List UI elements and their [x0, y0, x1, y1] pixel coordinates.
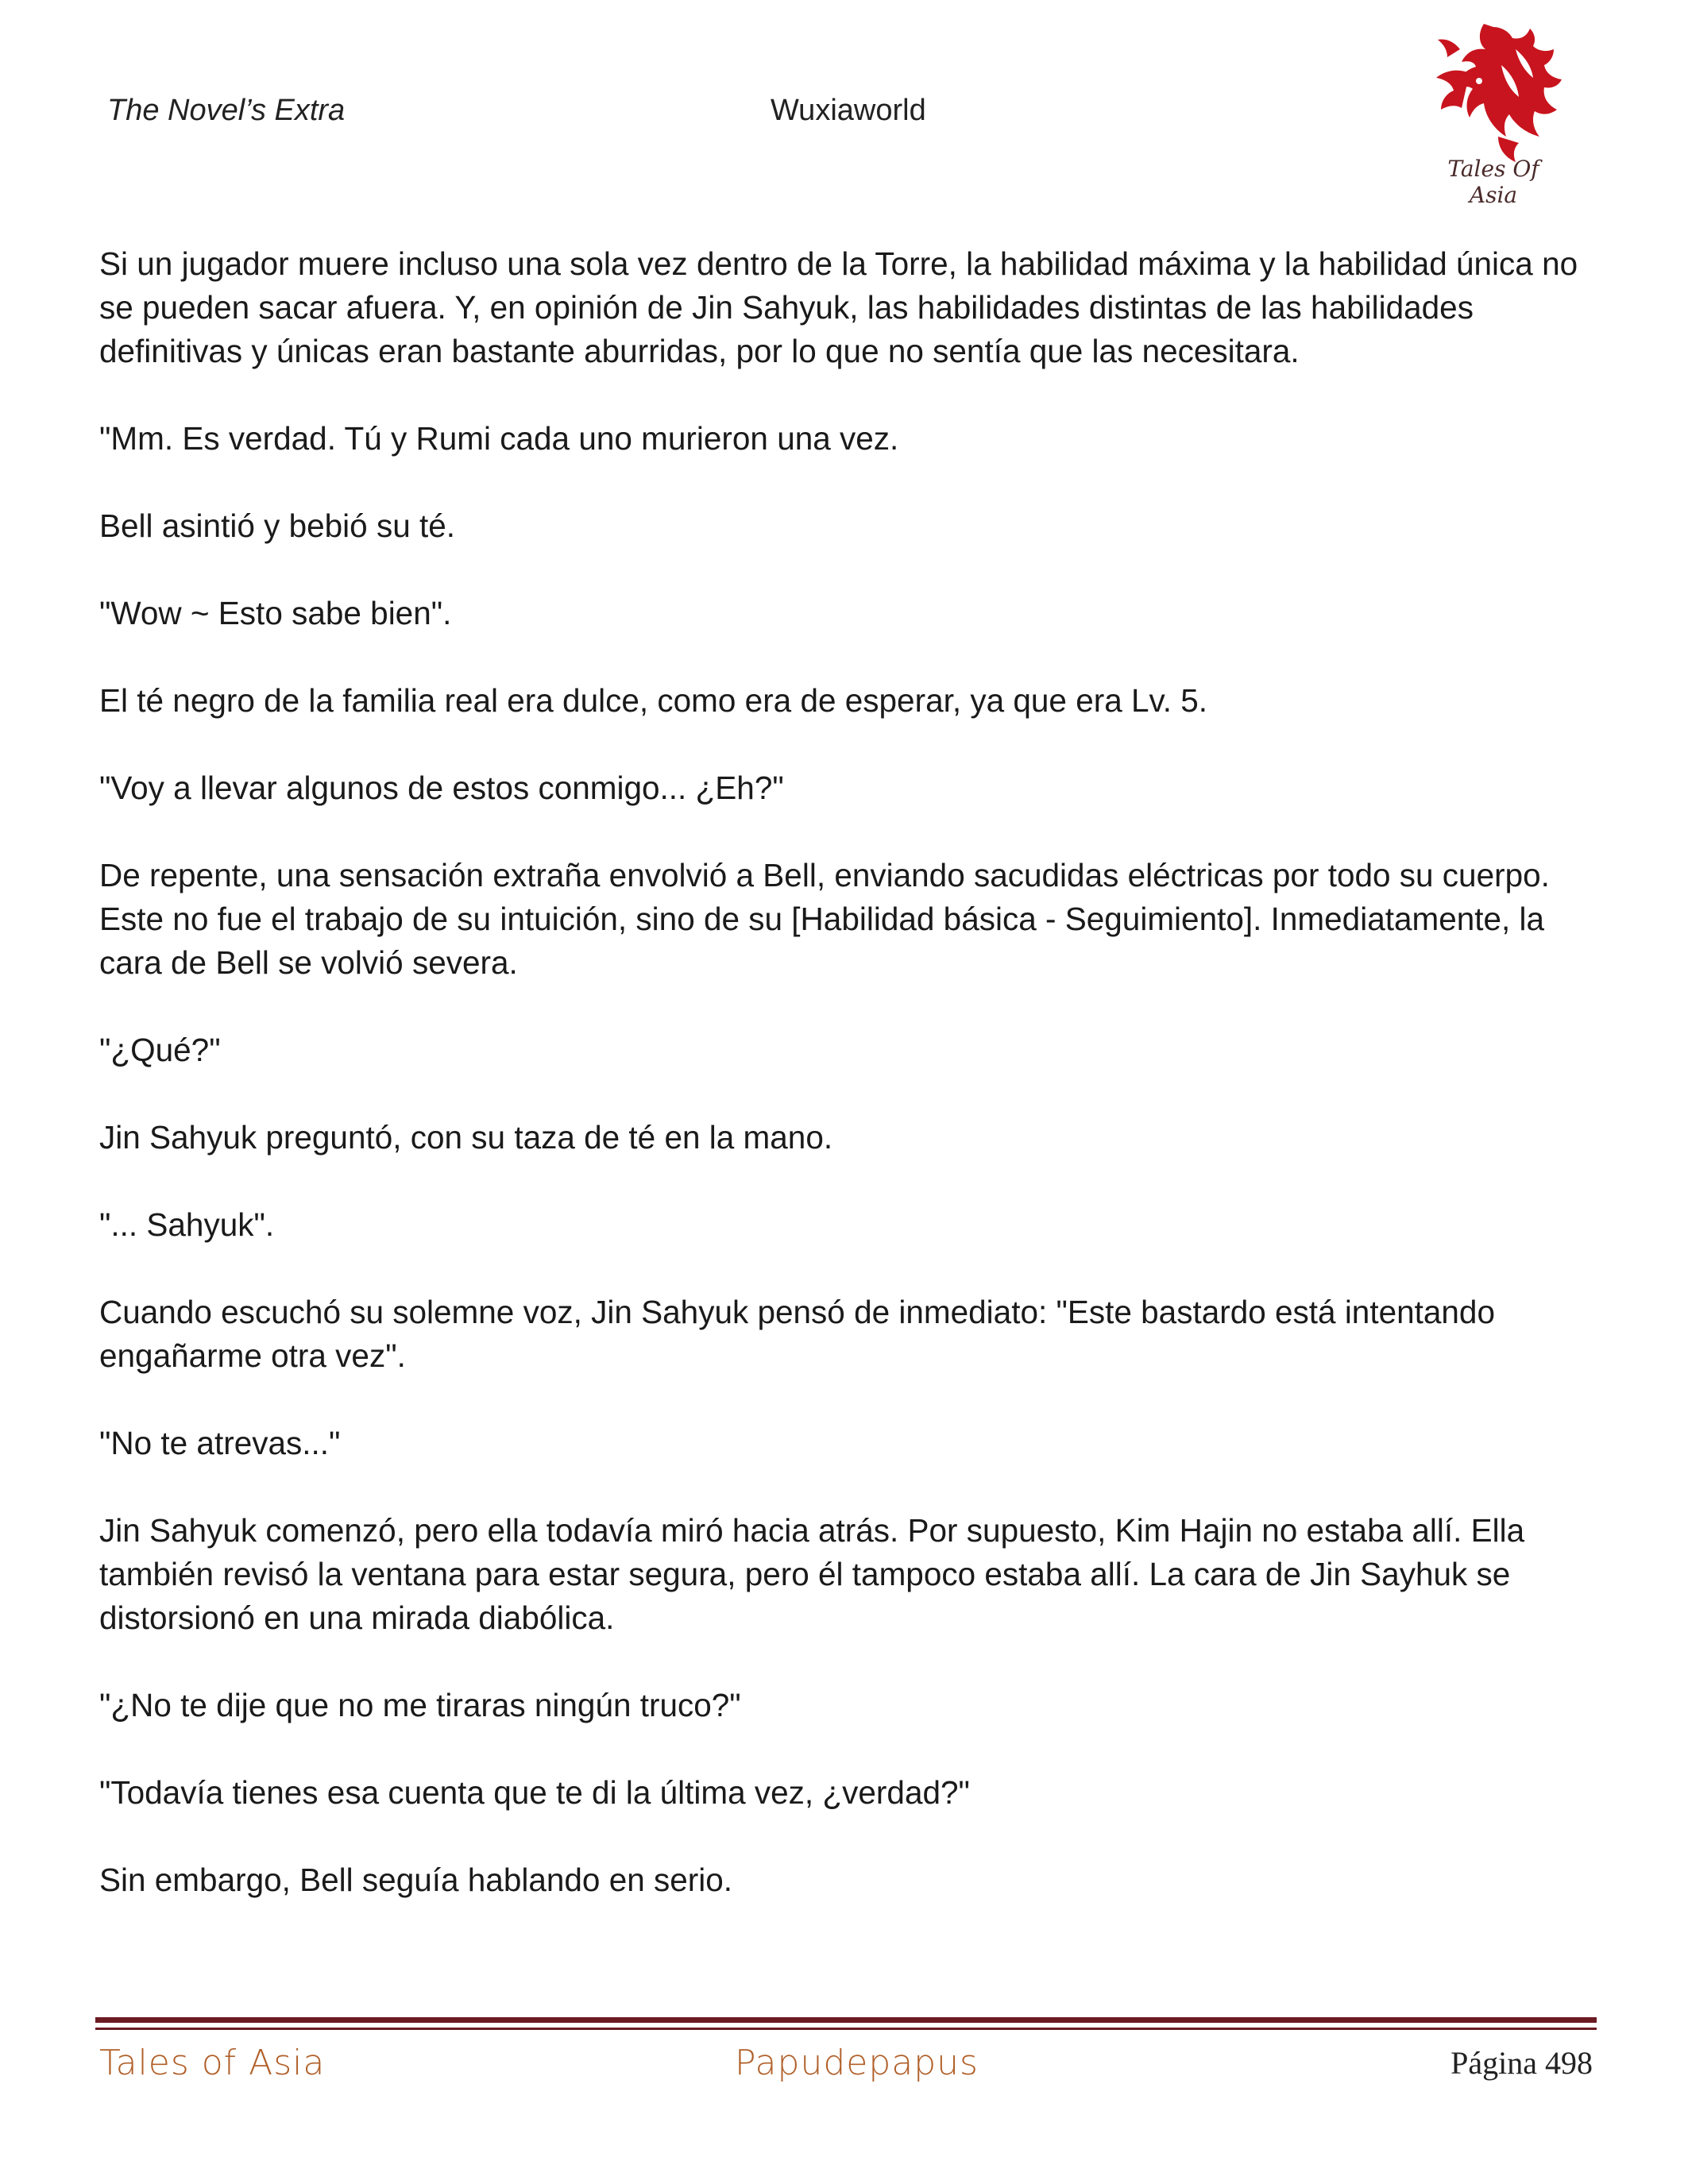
paragraph: Bell asintió y bebió su té.	[99, 507, 456, 544]
footer-divider	[95, 2017, 1597, 2023]
paragraph: "Wow ~ Esto sabe bien".	[99, 595, 452, 631]
paragraph: Sin embargo, Bell seguía hablando en serio.	[99, 1862, 733, 1898]
footer-translator: Papudepapus	[735, 2043, 979, 2083]
paragraph: "Todavía tienes esa cuenta que te di la última vez, ¿verdad?"	[99, 1774, 970, 1811]
paragraph: De repente, una sensación extraña envolvió a Bell, enviando sacudidas eléctricas por todo su cuerpo.	[99, 857, 1550, 893]
site-name: Wuxiaworld	[771, 94, 926, 127]
chapter-body	[99, 242, 1593, 1946]
page-number: Página 498	[1450, 2045, 1593, 2081]
paragraph: Si un jugador muere incluso una sola vez dentro de la Torre, la habilidad máxima y la habilidad única no se pueden sacar afuera. Y, en opinión de Jin Sahyuk, las habilidades distintas de las habilidades definitivas y únicas eran bastante aburridas, por lo que no sentía que las necesitara.	[99, 245, 1578, 369]
novel-title: The Novel’s Extra	[107, 94, 346, 127]
logo-caption: Tales Of Asia	[1447, 156, 1539, 208]
paragraph: "Voy a llevar algunos de estos conmigo... ¿Eh?"	[99, 770, 784, 806]
paragraph: Jin Sahyuk preguntó, con su taza de té en la mano.	[99, 1119, 833, 1156]
paragraph: Cuando escuchó su solemne voz, Jin Sahyuk pensó de inmediato: "Este bastardo está intentando engañarme otra vez".	[99, 1294, 1495, 1374]
paragraph: "¿No te dije que no me tiraras ningún truco?"	[99, 1687, 741, 1723]
paragraph: "No te atrevas..."	[99, 1425, 341, 1461]
paragraph: Este no fue el trabajo de su intuición, sino de su [Habilidad básica - Seguimiento]. Inmediatamente, la cara de Bell se volvió severa.	[99, 901, 1545, 981]
paragraph: "Mm. Es verdad. Tú y Rumi cada uno murieron una vez.	[99, 420, 899, 457]
paragraph: "... Sahyuk".	[99, 1206, 275, 1243]
paragraph: Jin Sahyuk comenzó, pero ella todavía miró hacia atrás. Por supuesto, Kim Hajin no estaba allí. Ella también revisó la ventana para estar segura, pero él tampoco estaba allí. La cara de Jin Sayhuk se distorsionó en una mirada diabólica.	[99, 1512, 1525, 1636]
footer-divider-thin	[95, 2028, 1597, 2030]
footer-brand: Tales of Asia	[99, 2043, 326, 2083]
paragraph: "¿Qué?"	[99, 1032, 221, 1068]
paragraph: El té negro de la familia real era dulce, como era de esperar, ya que era Lv. 5.	[99, 682, 1208, 719]
